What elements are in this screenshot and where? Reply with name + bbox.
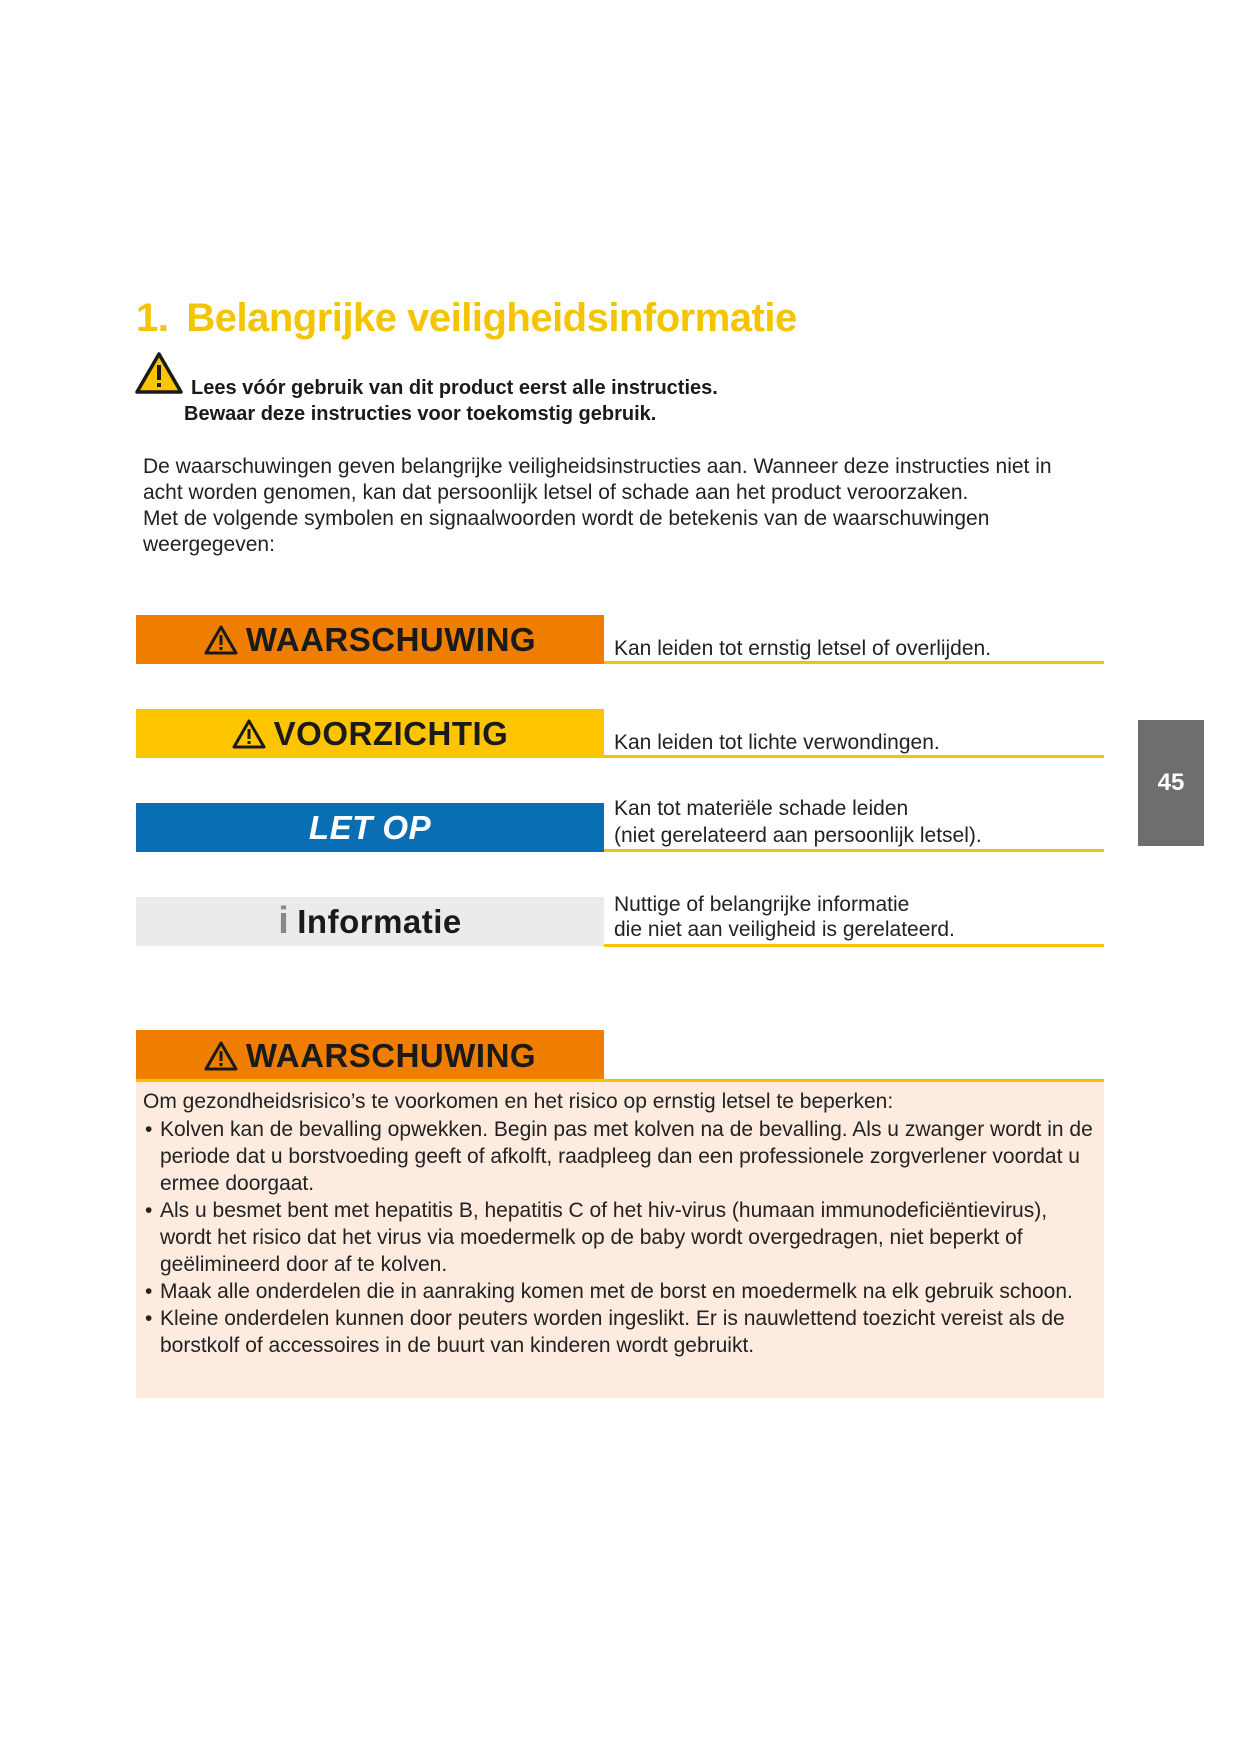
page-number: 45 (1157, 769, 1185, 796)
signal-description-2: die niet aan veiligheid is gerelateerd. (614, 918, 955, 941)
divider (604, 661, 1104, 664)
warning-list-item: • Kolven kan de bevalling opwekken. Begin pas met kolven na de bevalling. Als u zwanger wordt in de periode dat u borstvoeding geeft of afkolft, raadpleeg dan een professionele zorgverlener voordat u ermee doorgaat. (143, 1116, 1093, 1197)
signal-label-notice (136, 803, 604, 852)
signal-description: Kan leiden tot lichte verwondingen. (614, 731, 940, 754)
divider (604, 944, 1104, 947)
section-number: 1. (136, 296, 169, 340)
warning-list-item: • Kleine onderdelen kunnen door peuters worden ingeslikt. Er is nauwlettend toezicht vereist als de borstkolf of accessoires in de buurt van kinderen wordt gebruikt. (143, 1305, 1093, 1359)
signal-label-text: WAARSCHUWING (245, 620, 537, 658)
divider (604, 849, 1104, 852)
intro-paragraph-1: De waarschuwingen geven belangrijke veiligheidsinstructies aan. Wanneer deze instructies niet in acht worden genomen, kan dat persoonlijk letsel of schade aan het product veroorzaken. (143, 455, 1052, 504)
warning-box-body (143, 1088, 1093, 1359)
warning-icon (135, 351, 183, 395)
warning-triangle-icon (204, 1041, 238, 1071)
divider (604, 755, 1104, 758)
warning-triangle-icon (204, 625, 238, 655)
divider (136, 1079, 1104, 1082)
warning-triangle-icon (232, 719, 266, 749)
info-icon: i (278, 900, 290, 942)
intro-paragraph-2: Met de volgende symbolen en signaalwoorden wordt de betekenis van de waarschuwingen weergegeven: (143, 507, 990, 556)
signal-description: Kan tot materiële schade leiden (614, 797, 909, 820)
notice-line-2: Bewaar deze instructies voor toekomstig gebruik. (184, 403, 657, 425)
signal-description: Kan leiden tot ernstig letsel of overlijden. (614, 637, 992, 660)
page-number-tab (1138, 720, 1204, 846)
warning-box-label-text: WAARSCHUWING (245, 1037, 537, 1074)
notice-line-1: Lees vóór gebruik van dit product eerst alle instructies. (191, 377, 718, 399)
signal-label-warning (136, 615, 604, 664)
warning-lead: Om gezondheidsrisico’s te voorkomen en het risico op ernstig letsel te beperken: (143, 1090, 894, 1113)
signal-description: Nuttige of belangrijke informatie (614, 893, 910, 916)
signal-label-text: Informatie (297, 902, 462, 940)
intro-text (143, 454, 1083, 558)
warning-list-item: • Als u besmet bent met hepatitis B, hepatitis C of het hiv-virus (humaan immunodeficiëntievirus), wordt het risico dat het virus via moedermelk op de baby wordt overgedragen, niet beperkt of geëlimineerd door af te kolven. (143, 1197, 1093, 1278)
signal-description-2: (niet gerelateerd aan persoonlijk letsel). (614, 824, 982, 847)
signal-label-text: VOORZICHTIG (273, 714, 509, 752)
warning-list-item: • Maak alle onderdelen die in aanraking komen met de borst en moedermelk na elk gebruik schoon. (143, 1278, 1093, 1305)
page-title (136, 296, 797, 341)
signal-label-caution (136, 709, 604, 758)
warning-box-label (136, 1030, 604, 1082)
warning-list (143, 1116, 1093, 1359)
signal-label-info (136, 897, 604, 946)
signal-label-text: LET OP (308, 808, 432, 846)
section-title: Belangrijke veiligheidsinformatie (186, 296, 797, 340)
